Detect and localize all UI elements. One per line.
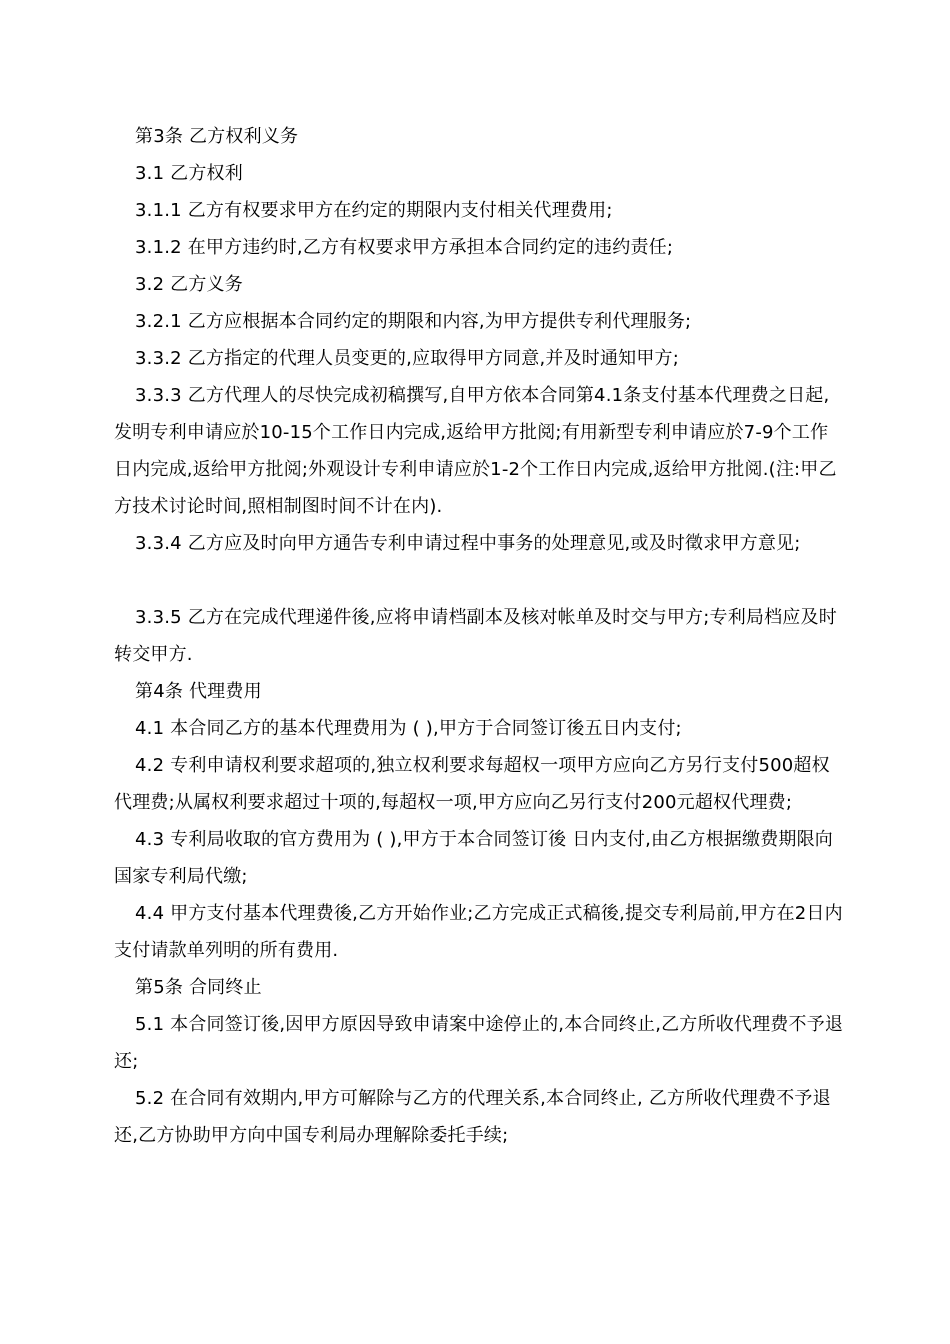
clause-4-4: 4.4 甲方支付基本代理费後,乙方开始作业;乙方完成正式稿後,提交专利局前,甲方在2日内支付请款单列明的所有费用. [114, 903, 843, 961]
clause-5-1: 5.1 本合同签订後,因甲方原因导致申请案中途停止的,本合同终止,乙方所收代理费不予退还; [114, 1014, 844, 1072]
article-3-heading: 第3条 乙方权利义务 [135, 126, 299, 147]
clause-4-1: 4.1 本合同乙方的基本代理费用为 ( ),甲方于合同签订後五日内支付; [135, 718, 682, 739]
clause-3-3-3: 3.3.3 乙方代理人的尽快完成初稿撰写,自甲方依本合同第4.1条支付基本代理费之日起,发明专利申请应於10-15个工作日内完成,返给甲方批阅;有用新型专利申请应於7-9个工作日内完成,返给甲方批阅;外观设计专利申请应於1-2个工作日内完成,返给甲方批阅.(注:甲乙方技术讨论时间,照相制图时间不计在内). [114, 385, 837, 517]
blank-line [114, 562, 844, 599]
document-body [114, 118, 844, 1154]
clause-3-1-2: 3.1.2 在甲方违约时,乙方有权要求甲方承担本合同约定的违约责任; [135, 237, 674, 258]
clause-3-1: 3.1 乙方权利 [135, 163, 243, 184]
clause-3-2: 3.2 乙方义务 [135, 274, 243, 295]
article-5-heading: 第5条 合同终止 [135, 977, 262, 998]
article-4-heading: 第4条 代理费用 [135, 681, 262, 702]
clause-4-3: 4.3 专利局收取的官方费用为 ( ),甲方于本合同签订後 日内支付,由乙方根据缴费期限向国家专利局代缴; [114, 829, 833, 887]
clause-3-1-1: 3.1.1 乙方有权要求甲方在约定的期限内支付相关代理费用; [135, 200, 613, 221]
clause-3-2-1: 3.2.1 乙方应根据本合同约定的期限和内容,为甲方提供专利代理服务; [135, 311, 692, 332]
clause-3-3-4: 3.3.4 乙方应及时向甲方通告专利申请过程中事务的处理意见,或及时徵求甲方意见; [135, 533, 801, 554]
clause-5-2: 5.2 在合同有效期内,甲方可解除与乙方的代理关系,本合同终止, 乙方所收代理费不予退还,乙方协助甲方向中国专利局办理解除委托手续; [114, 1088, 831, 1146]
clause-4-2: 4.2 专利申请权利要求超项的,独立权利要求每超权一项甲方应向乙方另行支付500超权代理费;从属权利要求超过十项的,每超权一项,甲方应向乙另行支付200元超权代理费; [114, 755, 830, 813]
clause-3-3-2: 3.3.2 乙方指定的代理人员变更的,应取得甲方同意,并及时通知甲方; [135, 348, 680, 369]
clause-3-3-5: 3.3.5 乙方在完成代理递件後,应将申请档副本及核对帐单及时交与甲方;专利局档应及时转交甲方. [114, 607, 837, 665]
